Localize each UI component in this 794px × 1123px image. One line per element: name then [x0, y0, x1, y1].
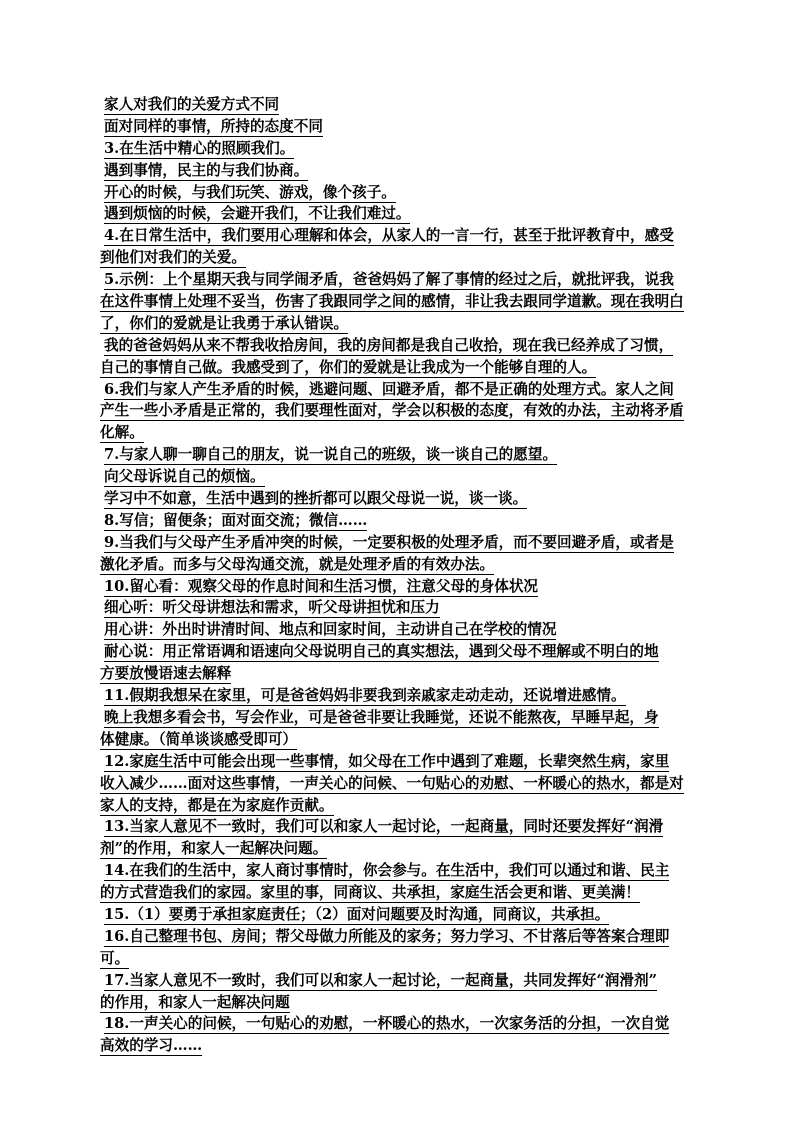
text-line: 9.当我们与父母产生矛盾冲突的时候，一定要积极的处理矛盾，而不要回避矛盾，或者是 [104, 533, 674, 551]
text-line: 在这件事情上处理不妥当，伤害了我跟同学之间的感情，非让我去跟同学道歉。现在我明白 [100, 293, 684, 311]
text-line: 遇到事情，民主的与我们协商。 [104, 161, 309, 179]
text-line: 14.在我们的生活中，家人商讨事情时，你会参与。在生活中，我们可以通过和谐、民主 [104, 862, 670, 880]
text-line: 高效的学习…… [100, 1037, 203, 1055]
text-line: 晚上我想多看会书，写会作业，可是爸爸非要让我睡觉，还说不能熬夜，早睡早起，身 [104, 708, 659, 726]
text-line: 开心的时候，与我们玩笑、游戏，像个孩子。 [104, 183, 396, 201]
text-line: 12.家庭生活中可能会出现一些事情，如父母在工作中遇到了难题，长辈突然生病，家里 [104, 752, 670, 770]
text-line: 收入减少……面对这些事情，一声关心的问候、一句贴心的劝慰、一杯暖心的热水，都是对 [100, 774, 684, 792]
text-line: 化解。 [100, 424, 144, 442]
text-line: 耐心说：用正常语调和语速向父母说明自己的真实想法，遇到父母不理解或不明白的地 [104, 643, 659, 661]
text-line: 到他们对我们的关爱。 [100, 249, 246, 267]
text-line: 16.自己整理书包、房间；帮父母做力所能及的家务；努力学习、不甘落后等答案合理即 [104, 927, 670, 945]
text-line: 细心听：听父母讲想法和需求，听父母讲担忧和压力 [104, 599, 440, 617]
text-line: 6.我们与家人产生矛盾的时候，逃避问题、回避矛盾，都不是正确的处理方式。家人之间 [104, 380, 674, 398]
text-line: 向父母诉说自己的烦恼。 [104, 468, 265, 486]
text-line: 可。 [100, 949, 130, 967]
text-line: 8.写信；留便条；面对面交流；微信…… [104, 511, 368, 529]
text-line: 了，你们的爱就是让我勇于承认错误。 [100, 314, 349, 332]
text-line: 方要放慢语速去解释 [100, 665, 232, 683]
text-line: 的作用，和家人一起解决问题 [100, 993, 290, 1011]
text-line: 用心讲：外出时讲清时间、地点和回家时间，主动讲自己在学校的情况 [104, 621, 557, 639]
text-line: 5.示例：上个星期天我与同学闹矛盾，爸爸妈妈了解了事情的经过之后，就批评我，说我 [104, 271, 674, 289]
text-line: 15.（1）要勇于承担家庭责任；（2）面对问题要及时沟通，同商议，共承担。 [104, 905, 610, 923]
text-line: 11.假期我想呆在家里，可是爸爸妈妈非要我到亲戚家走动走动，还说增进感情。 [104, 687, 626, 705]
text-line: 17.当家人意见不一致时，我们可以和家人一起讨论，一起商量，共同发挥好“润滑剂” [104, 971, 657, 989]
text-line: 10.留心看：观察父母的作息时间和生活习惯，注意父母的身体状况 [104, 577, 539, 595]
text-line: 18.一声关心的问候，一句贴心的劝慰，一杯暖心的热水，一次家务活的分担，一次自觉 [104, 1015, 670, 1033]
text-line: 遇到烦恼的时候，会避开我们，不让我们难过。 [104, 205, 411, 223]
text-line: 家人的支持，都是在为家庭作贡献。 [100, 796, 334, 814]
text-line: 家人对我们的关爱方式不同 [104, 96, 280, 113]
text-line: 4.在日常生活中，我们要用心理解和体会，从家人的一言一行，甚至于批评教育中，感受 [104, 227, 674, 245]
text-line: 自己的事情自己做。我感受到了，你们的爱就是让我成为一个能够自理的人。 [100, 358, 597, 376]
text-line: 激化矛盾。而多与父母沟通交流，就是处理矛盾的有效办法。 [100, 555, 495, 573]
text-line: 13.当家人意见不一致时，我们可以和家人一起讨论，一起商量，同时还要发挥好“润滑 [104, 818, 664, 836]
answer-text-block [100, 94, 724, 1057]
text-line: 学习中不如意，生活中遇到的挫折都可以跟父母说一说，谈一谈。 [104, 490, 528, 508]
text-line: 7.与家人聊一聊自己的朋友，说一说自己的班级，谈一谈自己的愿望。 [104, 446, 558, 464]
text-line: 体健康。（简单谈谈感受即可） [100, 730, 298, 748]
text-line: 的方式营造我们的家园。家里的事，同商议、共承担，家庭生活会更和谐、更美满！ [100, 884, 640, 902]
text-line: 剂”的作用，和家人一起解决问题。 [100, 840, 328, 858]
text-line: 产生一些小矛盾是正常的，我们要理性面对，学会以积极的态度，有效的办法，主动将矛盾 [100, 402, 684, 420]
text-line: 我的爸爸妈妈从来不帮我收拾房间，我的房间都是我自己收拾，现在我已经养成了习惯， [104, 336, 674, 354]
text-line: 3.在生活中精心的照顾我们。 [104, 139, 295, 157]
text-line: 面对同样的事情，所持的态度不同 [104, 117, 323, 135]
